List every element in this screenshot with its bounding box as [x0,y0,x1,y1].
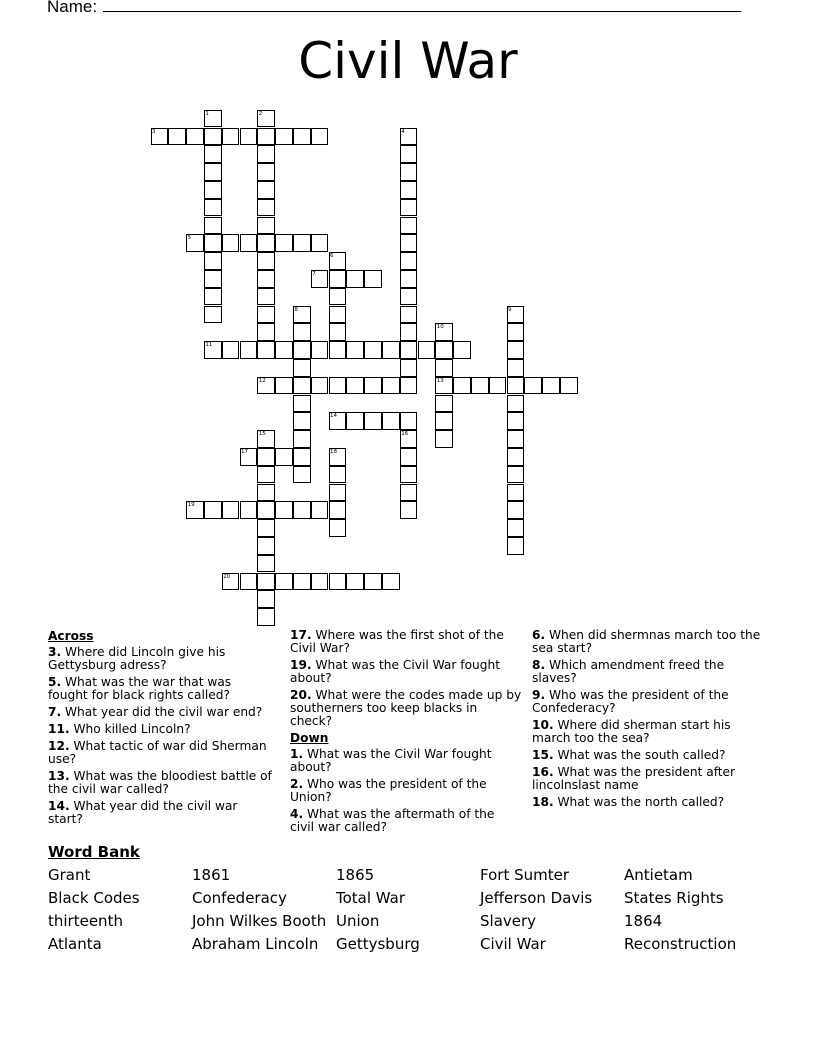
crossword-cell[interactable] [204,128,222,146]
crossword-cell[interactable] [293,412,311,430]
word-bank-item: Slavery [480,912,537,930]
clue-number: 5 [187,235,192,242]
crossword-cell[interactable] [204,163,222,181]
crossword-cell[interactable] [329,501,347,519]
word-bank-item: Black Codes [48,889,140,907]
clue-down-10: 10. Where did sherman start his march too the sea? [532,718,731,745]
crossword-cell[interactable] [507,537,525,555]
crossword-cell[interactable] [364,270,382,288]
clues-column-3 [532,629,772,813]
crossword-cell[interactable] [507,359,525,377]
crossword-cell[interactable] [507,501,525,519]
clue-across-11: 11. Who killed Lincoln? [48,722,191,736]
crossword-cell[interactable] [293,395,311,413]
crossword-cell[interactable] [204,234,222,252]
clue-down-9: 9. Who was the president of the Confederacy? [532,688,729,715]
word-bank [48,866,768,953]
clue-number: 8 [294,306,298,313]
crossword-cell[interactable] [204,181,222,199]
crossword-cell[interactable] [293,234,311,252]
clue-number: 16 [401,431,409,438]
crossword-cell[interactable] [257,323,275,341]
crossword-cell[interactable] [257,181,275,199]
crossword-cell[interactable] [257,466,275,484]
crossword-cell[interactable] [346,341,364,359]
crossword-cell[interactable] [329,288,347,306]
crossword-cell[interactable] [222,501,240,519]
crossword-cell[interactable] [257,128,275,146]
word-bank-item: 1861 [192,866,231,884]
crossword-cell[interactable] [507,484,525,502]
across-heading: Across [48,629,94,643]
crossword-cell[interactable] [400,341,418,359]
crossword-cell[interactable] [400,323,418,341]
crossword-cell[interactable] [204,199,222,217]
clue-number: 14 [330,413,337,420]
crossword-cell[interactable] [257,252,275,270]
crossword-cell[interactable] [507,448,525,466]
crossword-cell[interactable] [168,128,186,146]
clue-number: 19 [187,502,195,509]
clue-across-20: 20. What were the codes made up by southerners too keep blacks in check? [290,688,522,728]
crossword-cell[interactable] [400,484,418,502]
clue-number: 2 [258,110,263,117]
word-bank-item: Union [336,912,380,930]
word-bank-item: Atlanta [48,935,102,953]
clue-number: 12 [258,377,266,384]
word-bank-item: Abraham Lincoln [192,935,319,953]
crossword-cell[interactable] [204,270,222,288]
crossword-cell[interactable] [240,573,258,591]
page-title: Civil War [298,32,518,90]
crossword-cell[interactable] [293,377,311,395]
crossword-cell[interactable] [240,128,258,146]
crossword-cell[interactable] [329,519,347,537]
crossword-cell[interactable] [329,377,347,395]
crossword-cell[interactable] [400,359,418,377]
crossword-cell[interactable] [311,501,329,519]
crossword-cell[interactable] [186,128,204,146]
crossword-cell[interactable] [257,608,275,626]
crossword-cell[interactable] [293,359,311,377]
crossword-cell[interactable] [400,270,418,288]
crossword-cell[interactable] [400,412,418,430]
crossword-cell[interactable] [257,501,275,519]
crossword-cell[interactable] [222,128,240,146]
word-bank-item: 1864 [624,912,663,930]
word-bank-item: Reconstruction [624,935,737,953]
crossword-cell[interactable] [257,484,275,502]
crossword-cell[interactable] [257,234,275,252]
crossword-cell[interactable] [400,306,418,324]
crossword-cell[interactable] [400,288,418,306]
clue-number: 20 [223,573,231,580]
crossword-cell[interactable] [400,466,418,484]
crossword-cell[interactable] [204,288,222,306]
crossword-cell[interactable] [400,252,418,270]
crossword-cell[interactable] [382,573,400,591]
clue-number: 4 [401,128,405,135]
crossword-cell[interactable] [507,395,525,413]
crossword-cell[interactable] [204,252,222,270]
crossword-cell[interactable] [346,377,364,395]
crossword-cell[interactable] [257,519,275,537]
clue-across-3: 3. Where did Lincoln give his Gettysburg adress? [48,645,226,672]
word-bank-item: Grant [48,866,91,884]
crossword-cell[interactable] [346,573,364,591]
crossword-cell[interactable] [400,199,418,217]
crossword-cell[interactable] [240,234,258,252]
clue-across-14: 14. What year did the civil war start? [48,799,238,826]
crossword-cell[interactable] [204,217,222,235]
word-bank-item: Fort Sumter [480,866,570,884]
clues-column-1 [48,628,274,830]
crossword-cell[interactable] [311,573,329,591]
crossword-cell[interactable] [507,377,525,395]
crossword-cell[interactable] [204,306,222,324]
crossword-cell[interactable] [311,234,329,252]
crossword-cell[interactable] [507,412,525,430]
crossword-cell[interactable] [329,341,347,359]
crossword-cell[interactable] [435,412,453,430]
crossword-cell[interactable] [507,466,525,484]
word-bank-item: Jefferson Davis [480,889,593,907]
crossword-cell[interactable] [293,448,311,466]
crossword-cell[interactable] [257,341,275,359]
crossword-cell[interactable] [364,377,382,395]
crossword-cell[interactable] [400,145,418,163]
down-heading: Down [290,731,329,745]
clue-down-6: 6. When did shermnas march too the sea start? [532,628,761,655]
word-bank-item: Total War [336,889,406,907]
clue-number: 11 [205,342,213,349]
word-bank-item: John Wilkes Booth [192,912,327,930]
crossword-cell[interactable] [507,323,525,341]
crossword-cell[interactable] [507,430,525,448]
crossword-cell[interactable] [275,128,293,146]
clue-number: 7 [312,270,316,277]
word-bank-title: Word Bank [48,843,140,861]
crossword-cell[interactable] [329,573,347,591]
clue-number: 1 [205,110,209,117]
clue-down-2: 2. Who was the president of the Union? [290,777,487,804]
crossword-cell[interactable] [400,501,418,519]
clue-across-13: 13. What was the bloodiest battle of the civil war called? [48,769,272,796]
crossword-cell[interactable] [382,377,400,395]
clue-number: 15 [258,431,266,438]
crossword-cell[interactable] [400,234,418,252]
crossword-cell[interactable] [257,448,275,466]
clue-down-16: 16. What was the president after lincolnslast name [532,765,736,792]
word-bank-item: Antietam [624,866,693,884]
crossword-cell[interactable] [560,377,578,395]
clue-across-5: 5. What was the war that was fought for black rights called? [48,675,232,702]
crossword-cell[interactable] [257,537,275,555]
crossword-cell[interactable] [257,573,275,591]
crossword-cell[interactable] [329,306,347,324]
crossword-cell[interactable] [364,412,382,430]
clue-number: 18 [330,448,337,455]
clue-number: 10 [436,324,444,331]
crossword-cell[interactable] [257,163,275,181]
crossword-cell[interactable] [293,501,311,519]
crossword-cell[interactable] [222,234,240,252]
name-underline[interactable] [103,0,741,12]
clue-number: 3 [152,128,156,135]
crossword-cell[interactable] [329,484,347,502]
crossword-cell[interactable] [275,377,293,395]
crossword-cell[interactable] [275,341,293,359]
crossword-cell[interactable] [346,270,364,288]
crossword-cell[interactable] [293,128,311,146]
crossword-cell[interactable] [435,395,453,413]
crossword-cell[interactable] [311,377,329,395]
crossword-cell[interactable] [329,323,347,341]
word-bank-item: Civil War [480,935,546,953]
crossword-cell[interactable] [400,217,418,235]
name-field[interactable] [47,0,741,17]
word-bank-item: Confederacy [192,889,287,907]
clue-down-4: 4. What was the aftermath of the civil war called? [290,807,495,834]
crossword-cell[interactable] [364,341,382,359]
crossword-cell[interactable] [453,341,471,359]
clue-across-12: 12. What tactic of war did Sherman use? [48,739,267,766]
crossword-cell[interactable] [542,377,560,395]
word-bank-item: thirteenth [48,912,123,930]
crossword-cell[interactable] [257,145,275,163]
crossword-cell[interactable] [257,590,275,608]
clue-down-18: 18. What was the north called? [532,795,725,809]
crossword-cell[interactable] [257,217,275,235]
crossword-cell[interactable] [257,288,275,306]
crossword-cell[interactable] [257,199,275,217]
clue-number: 9 [508,306,512,313]
crossword-cell[interactable] [293,466,311,484]
crossword-cell[interactable] [293,323,311,341]
clue-across-19: 19. What was the Civil War fought about? [290,658,500,685]
crossword-cell[interactable] [275,234,293,252]
crossword-cell[interactable] [524,377,542,395]
crossword-cell[interactable] [471,377,489,395]
crossword-cell[interactable] [364,573,382,591]
crossword-cell[interactable] [435,430,453,448]
crossword-cell[interactable] [435,341,453,359]
crossword-cell[interactable] [311,341,329,359]
crossword-cell[interactable] [257,555,275,573]
crossword-cell[interactable] [204,145,222,163]
crossword-cell[interactable] [507,519,525,537]
clue-across-7: 7. What year did the civil war end? [48,705,263,719]
crossword-cell[interactable] [204,501,222,519]
crossword-cell[interactable] [240,501,258,519]
word-bank-item: 1865 [336,866,375,884]
crossword-cell[interactable] [275,573,293,591]
crossword-cell[interactable] [400,181,418,199]
crossword-cell[interactable] [293,341,311,359]
crossword-cell[interactable] [257,270,275,288]
crossword-cell[interactable] [293,573,311,591]
clue-down-8: 8. Which amendment freed the slaves? [532,658,725,685]
word-bank-item: Gettysburg [336,935,420,953]
crossword-cell[interactable] [382,412,400,430]
clue-number: 6 [330,253,334,260]
clues-column-2 [290,629,522,838]
crossword-cell[interactable] [329,466,347,484]
clue-across-17: 17. Where was the first shot of the Civil War? [290,628,504,655]
clue-down-15: 15. What was the south called? [532,748,726,762]
crossword-cell[interactable] [222,341,240,359]
crossword-cell[interactable] [275,501,293,519]
crossword-cell[interactable] [240,341,258,359]
crossword-cell[interactable] [346,412,364,430]
crossword-cell[interactable] [382,341,400,359]
crossword-cell[interactable] [275,448,293,466]
crossword-cell[interactable] [400,448,418,466]
crossword-cell[interactable] [507,341,525,359]
crossword-cell[interactable] [293,430,311,448]
crossword-cell[interactable] [400,377,418,395]
crossword-cell[interactable] [453,377,471,395]
clue-number: 17 [241,448,248,455]
crossword-cell[interactable] [329,270,347,288]
crossword-cell[interactable] [435,359,453,377]
crossword-cell[interactable] [489,377,507,395]
clue-number: 13 [436,377,444,384]
name-label: Name: [47,0,98,16]
crossword-cell[interactable] [311,128,329,146]
clue-down-1: 1. What was the Civil War fought about? [290,747,492,774]
crossword-cell[interactable] [400,163,418,181]
crossword-cell[interactable] [257,306,275,324]
crossword-cell[interactable] [418,341,436,359]
word-bank-item: States Rights [624,889,724,907]
